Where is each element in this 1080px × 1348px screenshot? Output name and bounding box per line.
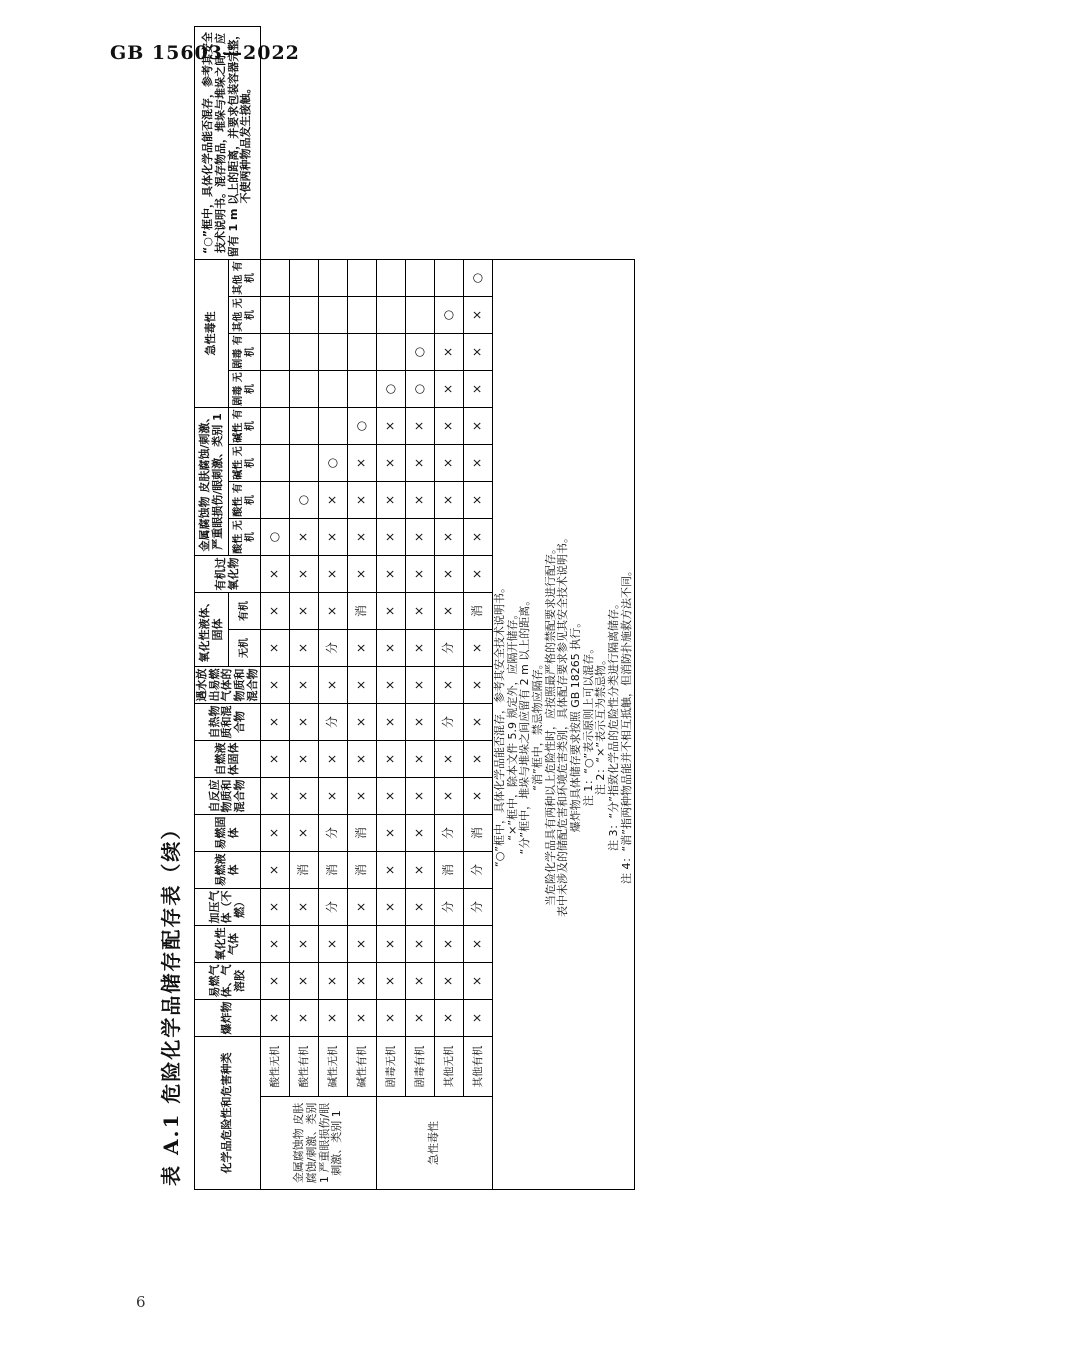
cell: ×	[319, 556, 348, 593]
cell	[377, 297, 406, 334]
cell: ○	[464, 260, 493, 297]
cell: ×	[406, 667, 435, 704]
cell	[348, 334, 377, 371]
cell: ×	[435, 408, 464, 445]
cell: ×	[290, 815, 319, 852]
cell: ×	[290, 556, 319, 593]
cell: ○	[319, 445, 348, 482]
col-compressed-gas: 加压气体（不燃）	[195, 889, 261, 926]
cell: ×	[464, 963, 493, 1000]
cell: 消	[435, 852, 464, 889]
cell: 分	[464, 889, 493, 926]
cell: 分	[435, 889, 464, 926]
cell: ×	[261, 778, 290, 815]
col-flammable-solid: 易燃固体	[195, 815, 261, 852]
cell: ○	[261, 519, 290, 556]
cell: ×	[348, 1000, 377, 1037]
cell	[319, 260, 348, 297]
cell: ×	[290, 593, 319, 630]
cell: ×	[435, 1000, 464, 1037]
cell: ×	[348, 630, 377, 667]
col-flammable-liquid: 易燃液体	[195, 852, 261, 889]
cell: ×	[319, 519, 348, 556]
cell	[319, 297, 348, 334]
rowgroup-metal-corrosive: 金属腐蚀物 皮肤腐蚀/刺激、类别 1 严重眼损伤/眼刺激、类别 1	[261, 1097, 377, 1190]
cell: ×	[348, 778, 377, 815]
table-notes	[493, 260, 635, 1190]
cell	[261, 297, 290, 334]
cell: ×	[377, 482, 406, 519]
cell: ×	[406, 445, 435, 482]
cell: ×	[464, 371, 493, 408]
cell: ×	[377, 519, 406, 556]
cell: ×	[464, 519, 493, 556]
cell: 消	[348, 815, 377, 852]
table-header-row-1	[195, 27, 229, 1190]
cell: ○	[406, 334, 435, 371]
cell: ×	[319, 778, 348, 815]
cell: ×	[377, 741, 406, 778]
cell: ×	[261, 667, 290, 704]
cell: 分	[319, 704, 348, 741]
note-line: 当危险化学品具有两种以上危险性时，应按照最严格的禁配要求进行配存。	[543, 543, 557, 906]
col-organic-peroxide: 有机过氧化物	[195, 556, 261, 593]
cell: ×	[261, 963, 290, 1000]
note-line: 注 2：“×”表示互为禁忌物。	[594, 653, 608, 796]
cell: ×	[319, 667, 348, 704]
note-line: “消”框中，禁忌物应隔存。	[531, 658, 545, 791]
table-row	[435, 27, 464, 1190]
cell: ×	[319, 926, 348, 963]
row-label-acid-organic: 酸性有机	[290, 1037, 319, 1097]
cell: ×	[377, 704, 406, 741]
compatibility-table	[194, 26, 635, 1190]
cell: ×	[348, 963, 377, 1000]
cell: ○	[406, 371, 435, 408]
cell: ×	[464, 1000, 493, 1037]
cell: 消	[348, 852, 377, 889]
cell: ×	[406, 926, 435, 963]
table-row	[290, 27, 319, 1190]
col-oxidizing-liquid-solid: 氧化性液体、固体	[195, 593, 229, 667]
cell: ×	[290, 1000, 319, 1037]
cell: ×	[290, 630, 319, 667]
cell	[406, 260, 435, 297]
cell: ×	[435, 926, 464, 963]
cell: ×	[377, 852, 406, 889]
cell: ×	[261, 1000, 290, 1037]
subcol-toxic-inorganic: 剧毒 无机	[229, 371, 261, 408]
cell: ×	[464, 741, 493, 778]
cell: ×	[464, 334, 493, 371]
cell: ×	[406, 889, 435, 926]
cell: ×	[377, 667, 406, 704]
cell: 消	[348, 593, 377, 630]
cell: ×	[435, 778, 464, 815]
cell: ×	[319, 482, 348, 519]
subcol-other-inorganic: 其他 无机	[229, 297, 261, 334]
cell: ×	[406, 963, 435, 1000]
row-label-other-organic: 其他有机	[464, 1037, 493, 1097]
cell: ×	[261, 889, 290, 926]
rowgroup-acute-toxicity: 急性毒性	[377, 1097, 493, 1190]
cell: ×	[377, 778, 406, 815]
note-line: “×”框中，除本文件 5.9 规定外，应隔开储存。	[505, 608, 519, 841]
note-line: 注 4：“消”指两种物品能并不相互抵触，但消防扑施救方法不同。	[619, 565, 633, 884]
cell: ×	[464, 445, 493, 482]
cell: ×	[406, 704, 435, 741]
cell: ×	[290, 667, 319, 704]
row-label-toxic-inorganic: 剧毒无机	[377, 1037, 406, 1097]
cell: ○	[290, 482, 319, 519]
cell	[290, 297, 319, 334]
table-row	[319, 27, 348, 1190]
cell: ×	[377, 963, 406, 1000]
cell: 分	[319, 815, 348, 852]
note-line: 表中未涉及的储配危害和环境危害类别，具体配存要求参见其安全技术说明书。	[556, 532, 570, 917]
cell: ×	[261, 815, 290, 852]
subcol-ox-organic: 有机	[229, 593, 261, 630]
row-label-alkali-organic: 碱性有机	[348, 1037, 377, 1097]
table-row	[261, 27, 290, 1190]
cell: ×	[377, 815, 406, 852]
cell: ×	[464, 630, 493, 667]
cell: 分	[319, 889, 348, 926]
table-title: 表 A.1 危险化学品储存配存表（续）	[159, 817, 183, 1186]
cell: ×	[464, 297, 493, 334]
cell: ○	[377, 371, 406, 408]
cell	[377, 260, 406, 297]
cell: ×	[290, 778, 319, 815]
cell: ×	[261, 926, 290, 963]
cell: ○	[435, 297, 464, 334]
cell: ×	[435, 667, 464, 704]
col-acute-toxicity: 急性毒性	[195, 260, 229, 408]
cell	[261, 408, 290, 445]
cell: ×	[377, 630, 406, 667]
cell	[290, 445, 319, 482]
cell	[261, 334, 290, 371]
cell: 分	[435, 630, 464, 667]
note-line: 注 3：“分”指致化学品的危险性分类进行隔离储存。	[606, 598, 620, 851]
standard-code: GB 15603—2022	[110, 42, 300, 64]
cell	[319, 334, 348, 371]
cell	[435, 260, 464, 297]
table-row	[377, 27, 406, 1190]
col-self-reactive: 自反应物质和混合物	[195, 778, 261, 815]
rotated-table-inner	[155, 0, 635, 1190]
cell	[377, 334, 406, 371]
subcol-toxic-organic: 剧毒 有机	[229, 334, 261, 371]
cell: 消	[464, 815, 493, 852]
cell: ×	[406, 815, 435, 852]
cell: ×	[348, 741, 377, 778]
cell: ×	[406, 408, 435, 445]
cell	[290, 260, 319, 297]
cell: ×	[377, 926, 406, 963]
subcol-other-organic: 其他 有机	[229, 260, 261, 297]
cell: ×	[261, 852, 290, 889]
subcol-ox-inorganic: 无机	[229, 630, 261, 667]
subcol-acid-inorganic: 酸性 无机	[229, 519, 261, 556]
cell: ×	[464, 556, 493, 593]
cell: ×	[377, 445, 406, 482]
col-flammable-gas: 易燃气体、气溶胶	[195, 963, 261, 1000]
side-note-cell: “○”框中，具体化学品能否混存，参考其安全技术说明书。混存物品，堆垛与堆垛之间，应留有 1 m 以上的距离，并要求包装容器完整，不使两种物品发生接触。	[195, 27, 261, 260]
cell: ×	[435, 963, 464, 1000]
col-metal-corrosive: 金属腐蚀物 皮肤腐蚀/刺激、严重眼损伤/眼刺激、类别 1	[195, 408, 229, 556]
cell	[348, 371, 377, 408]
table-notes-row	[493, 27, 635, 1190]
cell: ×	[464, 667, 493, 704]
row-label-toxic-organic: 剧毒有机	[406, 1037, 435, 1097]
subcol-alkali-organic: 碱性 有机	[229, 408, 261, 445]
cell: ×	[261, 556, 290, 593]
cell: ×	[261, 704, 290, 741]
row-label-alkali-inorganic: 碱性无机	[319, 1037, 348, 1097]
cell	[319, 371, 348, 408]
row-label-acid-inorganic: 酸性无机	[261, 1037, 290, 1097]
cell: ×	[435, 741, 464, 778]
cell	[290, 408, 319, 445]
cell: ○	[348, 408, 377, 445]
cell: 分	[319, 630, 348, 667]
cell: ×	[348, 889, 377, 926]
cell: ×	[261, 741, 290, 778]
cell: 分	[435, 704, 464, 741]
cell: ×	[348, 445, 377, 482]
cell	[319, 408, 348, 445]
cell: ×	[406, 556, 435, 593]
cell: ×	[348, 704, 377, 741]
col-self-heating: 自热物质和混合物	[195, 704, 261, 741]
col-oxidizing-gas: 氧化性气体	[195, 926, 261, 963]
cell: ×	[319, 1000, 348, 1037]
cell: ×	[290, 963, 319, 1000]
cell: ×	[406, 593, 435, 630]
cell	[261, 371, 290, 408]
cell: ×	[319, 741, 348, 778]
cell: 消	[464, 593, 493, 630]
table-row	[406, 27, 435, 1190]
cell: ×	[348, 519, 377, 556]
cell: ×	[348, 667, 377, 704]
cell	[290, 371, 319, 408]
cell	[348, 260, 377, 297]
cell	[406, 297, 435, 334]
cell: ×	[377, 556, 406, 593]
cell: ×	[406, 741, 435, 778]
cell: ×	[319, 593, 348, 630]
cell	[290, 334, 319, 371]
cell: ×	[377, 408, 406, 445]
cell	[261, 445, 290, 482]
table-corner-label: 化学品危险性和危害种类	[195, 1037, 261, 1190]
subcol-acid-organic: 酸性 有机	[229, 482, 261, 519]
cell: 消	[319, 852, 348, 889]
cell: ×	[435, 519, 464, 556]
cell: ×	[290, 889, 319, 926]
cell: ×	[464, 482, 493, 519]
cell: ×	[435, 556, 464, 593]
cell	[261, 482, 290, 519]
cell: ×	[377, 593, 406, 630]
cell: 分	[464, 852, 493, 889]
cell: ×	[406, 519, 435, 556]
cell	[348, 297, 377, 334]
cell: ×	[319, 963, 348, 1000]
cell: ×	[261, 630, 290, 667]
cell	[261, 260, 290, 297]
cell: ×	[464, 704, 493, 741]
cell: ×	[464, 408, 493, 445]
cell: 消	[290, 852, 319, 889]
cell: ×	[290, 519, 319, 556]
cell: ×	[435, 593, 464, 630]
cell: ×	[464, 926, 493, 963]
cell: ×	[435, 445, 464, 482]
note-line: “○”框中，具体化学品能否混存，参考其安全技术说明书。	[493, 582, 507, 867]
cell: ×	[464, 778, 493, 815]
cell: ×	[348, 926, 377, 963]
cell: ×	[290, 704, 319, 741]
cell: ×	[435, 482, 464, 519]
note-line: 爆炸物具体储存要求按照 GB 18265 执行。	[569, 616, 583, 833]
row-label-other-inorganic: 其他无机	[435, 1037, 464, 1097]
cell: ×	[348, 556, 377, 593]
cell: ×	[406, 630, 435, 667]
cell: ×	[348, 482, 377, 519]
cell: 分	[435, 815, 464, 852]
table-row	[464, 27, 493, 1190]
cell: ×	[406, 482, 435, 519]
col-pyrophoric: 自燃液体固体	[195, 741, 261, 778]
note-line: 注 1：“○”表示原则上可以混存。	[581, 642, 595, 807]
cell: ×	[406, 852, 435, 889]
subcol-alkali-inorganic: 碱性 无机	[229, 445, 261, 482]
table-row	[348, 27, 377, 1190]
cell: ×	[406, 1000, 435, 1037]
cell: ×	[406, 778, 435, 815]
cell: ×	[290, 926, 319, 963]
cell: ×	[377, 1000, 406, 1037]
cell: ×	[435, 371, 464, 408]
cell: ×	[435, 334, 464, 371]
cell: ×	[290, 741, 319, 778]
page-number: 6	[136, 1293, 146, 1311]
col-water-reactive: 遇水放出易燃气体的物质和混合物	[195, 667, 261, 704]
cell: ×	[377, 889, 406, 926]
cell: ×	[261, 593, 290, 630]
table-body	[261, 27, 635, 1190]
col-explosives: 爆炸物	[195, 1000, 261, 1037]
note-line: “分”框中，堆垛与堆垛之间应留有 2 m 以上的距离。	[518, 594, 532, 855]
